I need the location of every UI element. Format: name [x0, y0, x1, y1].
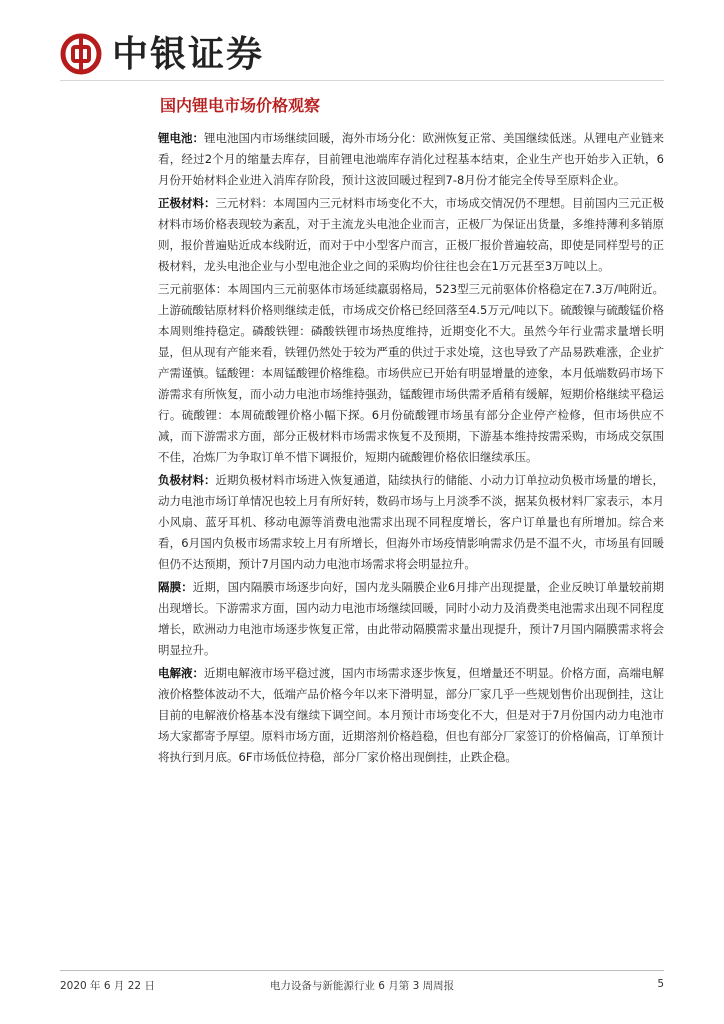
page-number: 5 — [657, 978, 664, 990]
paragraph-text: 近期电解液市场平稳过渡，国内市场需求逐步恢复，但增量还不明显。价格方面，高端电解液价格整体波动不大，低端产品价格今年以来下滑明显，部分厂家几乎一些规划售价出现倒挂，这让目前的电解液价格基本没有继续下调空间。本月预计市场变化不大，但是对于7月份国内动力电池市场大家都寄予厚望。原料市场方面，近期溶剂价格趋稳，但也有部分厂家签订的价格偏高，订单预计将执行到月底。6F市场低位持稳，部分厂家价格出现倒挂，止跌企稳。 — [158, 666, 664, 764]
paragraph-text: 三元前驱体：本周国内三元前驱体市场延续羸弱格局，523型三元前驱体价格稳定在7.3万/吨附近。上游硫酸钴原材料价格则继续走低，市场成交价格已经回落至4.5万元/吨以下。硫酸镍与硫酸锰价格本周则维持稳定。磷酸铁锂：磷酸铁锂市场热度维持，近期变化不大。虽然今年行业需求量增长明显，但从现有产能来看，铁锂仍然处于较为严重的供过于求处境，这也导致了产品易跌难涨，企业扩产需谨慎。锰酸锂：本周锰酸锂价格维稳。市场供应已开始有明显增量的迹象，本月低端数码市场下游需求有所恢复，而小动力电池市场维持强劲，锰酸锂市场供需矛盾稍有缓解，短期价格继续平稳运行。硫酸锂：本周硫酸锂价格小幅下探。6月份硫酸锂市场虽有部分企业停产检修，但市场供应不减，而下游需求方面，部分正极材料市场需求恢复不及预期，下游基本维持按需采购，市场成交氛围不佳，冶炼厂为争取订单不惜下调报价，短期内硫酸锂价格依旧继续承压。 — [158, 282, 664, 464]
section-title: 国内锂电市场价格观察 — [160, 96, 321, 115]
paragraph-label: 锂电池： — [158, 131, 204, 145]
boc-logo-icon — [60, 33, 102, 75]
paragraph-label: 隔膜： — [158, 580, 193, 594]
footer-divider — [60, 970, 664, 971]
paragraph-text: 锂电池国内市场继续回暖，海外市场分化：欧洲恢复正常、美国继续低迷。从锂电产业链来看，经过2个月的缩量去库存，目前锂电池端库存消化过程基本结束，企业生产也开始步入正轨，6月份开始材料企业进入消库存阶段，预计这波回暖过程到7-8月份才能完全传导至原料企业。 — [158, 131, 664, 187]
page-header — [60, 32, 264, 76]
page-footer — [60, 978, 664, 994]
header-divider — [60, 80, 664, 81]
paragraph-precursor — [158, 279, 664, 468]
article-body — [158, 128, 664, 770]
footer-date: 2020 年 6 月 22 日 — [60, 980, 155, 992]
paragraph-label: 负极材料： — [158, 473, 216, 487]
paragraph-text: 近期负极材料市场进入恢复通道，陆续执行的储能、小动力订单拉动负极市场量的增长，动力电池市场订单情况也较上月有所好转，数码市场与上月淡季不淡，据某负极材料厂家表示，本月小风扇、蓝牙耳机、移动电源等消费电池需求出现不同程度增长，客户订单量也有所增加。综合来看，6月国内负极市场需求较上月有所增长，但海外市场疫情影响需求仍是不温不火，市场虽有回暖但仍不达预期，预计7月国内动力电池市场需求将会明显拉升。 — [158, 473, 664, 571]
brand-name: 中银证券 — [112, 33, 265, 75]
paragraph-text: 三元材料：本周国内三元材料市场变化不大，市场成交情况仍不理想。目前国内三元正极材料市场价格表现较为紊乱，对于主流龙头电池企业而言，正极厂为保证出货量，多维持薄利多销原则，报价普遍贴近成本线附近，而对于中小型客户而言，正极厂报价普遍较高，即使是同样型号的正极材料，龙头电池企业与小型电池企业之间的采购均价往往也会在1万元甚至3万吨以上。 — [158, 196, 664, 273]
paragraph-label: 电解液： — [158, 666, 204, 680]
footer-report-title: 电力设备与新能源行业 6 月第 3 周周报 — [269, 980, 455, 992]
paragraph-label: 正极材料： — [158, 196, 216, 210]
paragraph-anode — [158, 470, 664, 575]
paragraph-separator — [158, 577, 664, 661]
paragraph-battery — [158, 128, 664, 191]
paragraph-text: 近期，国内隔膜市场逐步向好，国内龙头隔膜企业6月排产出现提量，企业反映订单量较前期出现增长。下游需求方面，国内动力电池市场继续回暖，同时小动力及消费类电池需求出现不同程度增长，欧洲动力电池市场逐步恢复正常，由此带动隔膜需求量出现提升，预计7月国内隔膜需求将会明显拉升。 — [158, 580, 665, 657]
paragraph-cathode — [158, 193, 664, 277]
paragraph-electrolyte — [158, 663, 664, 768]
